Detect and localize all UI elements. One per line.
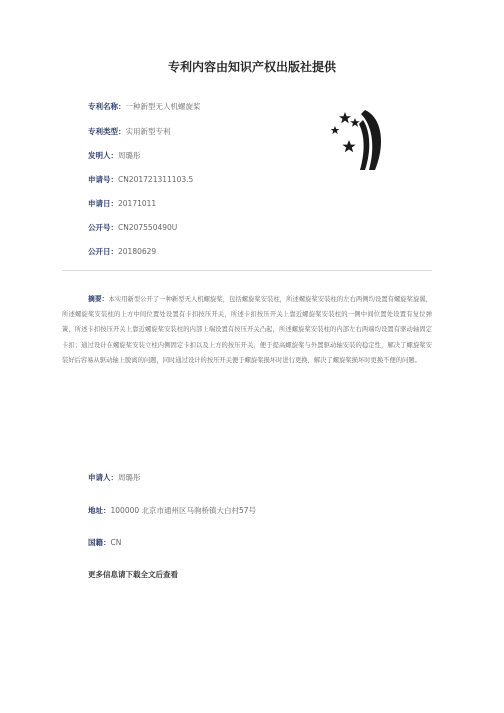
inventor-row [88,150,141,161]
publication-number-value: CN207550490U [118,223,178,232]
application-date-row [88,198,156,209]
cnipa-logo-icon [325,106,387,172]
application-number-row [88,174,193,185]
application-date-value: 20171011 [118,199,157,208]
patent-type-value: 实用新型专利 [125,127,171,136]
application-date-label: 申请日： [88,199,118,208]
country-value: CN [110,538,122,547]
abstract [62,292,432,368]
patent-name-label: 专利名称： [88,102,126,111]
applicant-row [88,472,141,483]
applicant-label: 申请人： [88,473,118,482]
address-label: 地址： [88,506,111,515]
country-label: 国籍： [88,538,111,547]
abstract-text: 本实用新型公开了一种新型无人机螺旋桨，包括螺旋桨安装柱，所述螺旋桨安装柱的左右两侧均设置有螺旋桨旋翼，所述螺旋桨安装柱的上方中间位置处设置有卡扣按压开关，所述卡扣按压开关上靠近螺旋桨安装柱的一侧中间位置处设置有复位弹簧，所述卡扣按压开关上靠近螺旋桨安装柱的内部上端设置有按压开关凸起，所述螺旋桨安装柱的内部左右两端均设置有驱动轴固定卡扣；通过设计在螺旋桨安装立柱内侧固定卡扣以及上方的按压开关，便于提高螺旋桨与外置驱动轴安装的稳定性，解决了螺旋桨安装好后容易从驱动轴上脱离的问题，同时通过设计的按压开关便于螺旋桨损坏时进行更换，解决了螺旋桨损坏时更换不便的问题。 [62,296,433,364]
publication-number-row [88,222,177,233]
publication-date-label: 公开日： [88,247,118,256]
publication-date-row [88,246,156,257]
country-row [88,537,121,548]
publication-date-value: 20180629 [118,247,157,256]
address-value: 100000 北京市通州区马驹桥镇大白村57号 [110,506,257,515]
patent-name-row [88,101,201,112]
application-number-label: 申请号： [88,175,118,184]
patent-type-label: 专利类型： [88,127,126,136]
address-row [88,505,256,516]
application-number-value: CN201721311103.5 [118,175,194,184]
inventor-value: 周璐彤 [118,151,141,160]
abstract-label: 摘要： [88,295,109,303]
applicant-value: 周璐彤 [118,473,141,482]
page-title: 专利内容由知识产权出版社提供 [167,60,336,74]
inventor-label: 发明人： [88,151,118,160]
publication-number-label: 公开号： [88,223,118,232]
divider [62,270,432,271]
download-more-note: 更多信息请下载全文后查看 [88,570,178,579]
patent-name-value: 一种新型无人机螺旋桨 [125,102,201,111]
patent-type-row [88,126,171,137]
